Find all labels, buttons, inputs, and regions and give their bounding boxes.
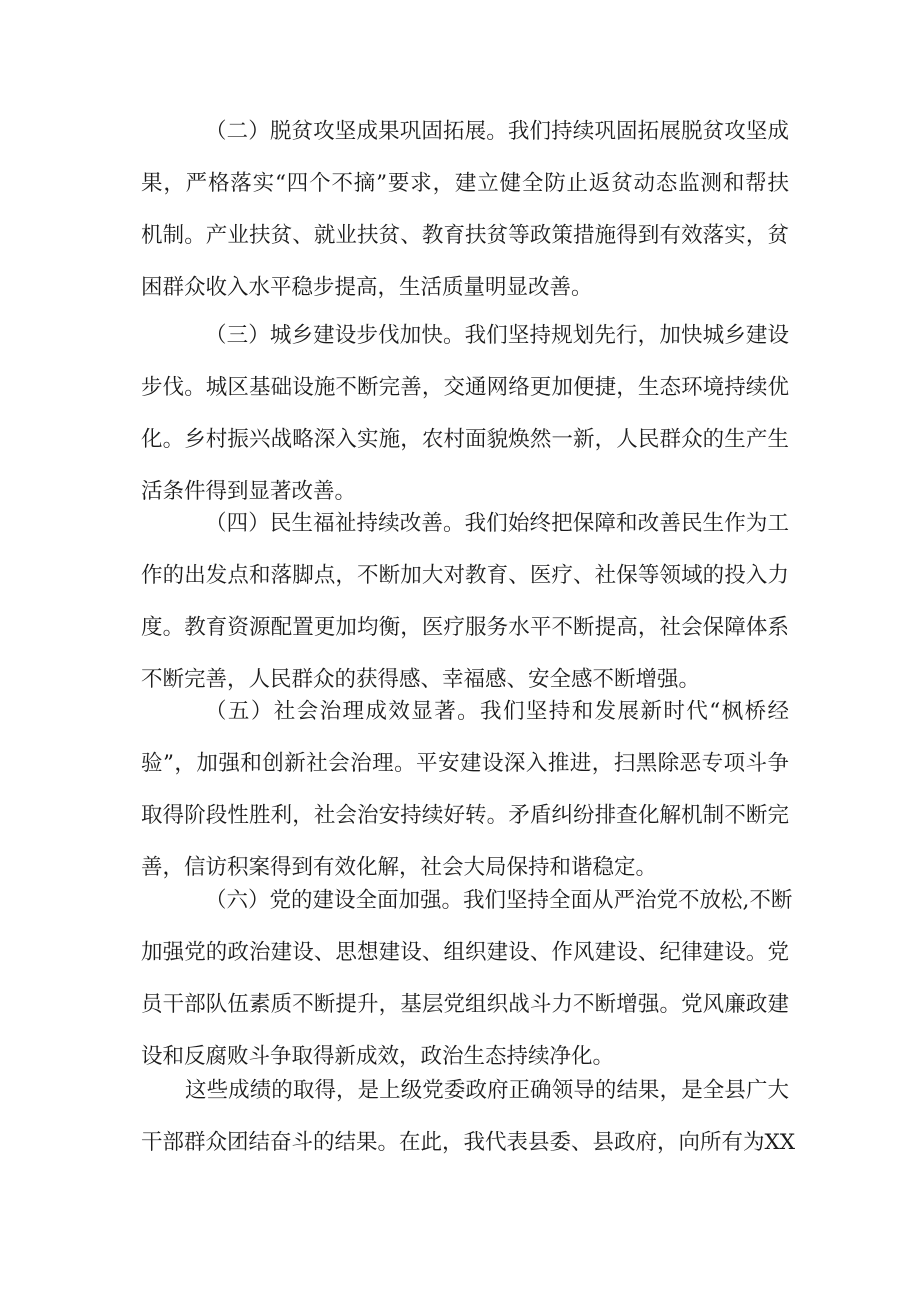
paragraph-line: 这些成绩的取得，是上级党委政府正确领导的结果，是全县广大 [185,1078,789,1103]
paragraph-line: （三）城乡建设步伐加快。我们坚持规划先行，加快城乡建设 [205,323,789,348]
paragraph-line: （五）社会治理成效显著。我们坚持和发展新时代“枫桥经 [205,699,789,724]
paragraph-line: 困群众收入水平稳步提高，生活质量明显改善。 [141,275,593,300]
paragraph-line: 机制。产业扶贫、就业扶贫、教育扶贫等政策措施得到有效落实，贫 [141,223,789,248]
paragraph-line: 干部群众团结奋斗的结果。在此，我代表县委、县政府，向所有为XX [141,1130,796,1155]
paragraph-party-building [141,875,793,1083]
paragraph-line: 取得阶段性胜利，社会治安持续好转。矛盾纠纷排查化解机制不断完 [141,803,789,828]
paragraph-line: 活条件得到显著改善。 [141,479,357,504]
paragraph-line: 度。教育资源配置更加均衡，医疗服务水平不断提高，社会保障体系 [141,615,789,640]
paragraph-line: （六）党的建设全面加强。我们坚持全面从严治党不放松,不断 [205,888,793,913]
paragraph-urban-rural-construction [141,310,789,518]
paragraph-line: 作的出发点和落脚点，不断加大对教育、医疗、社保等领域的投入力 [141,563,789,588]
paragraph-line: （二）脱贫攻坚成果巩固拓展。我们持续巩固拓展脱贫攻坚成 [205,119,789,144]
paragraph-acknowledgement [141,1065,796,1169]
paragraph-line: 员干部队伍素质不断提升，基层党组织战斗力不断增强。党风廉政建 [141,992,789,1017]
paragraph-line: 不断完善，人民群众的获得感、幸福感、安全感不断增强。 [141,667,701,692]
paragraph-line: 加强党的政治建设、思想建设、组织建设、作风建设、纪律建设。党 [141,940,789,965]
paragraph-line: 果，严格落实“四个不摘”要求，建立健全防止返贫动态监测和帮扶 [141,171,789,196]
paragraph-line: 化。乡村振兴战略深入实施，农村面貌焕然一新，人民群众的生产生 [141,427,789,452]
paragraph-line: 善，信访积案得到有效化解，社会大局保持和谐稳定。 [141,855,658,880]
paragraph-livelihood [141,498,789,706]
paragraph-line: （四）民生福祉持续改善。我们始终把保障和改善民生作为工 [205,511,789,536]
paragraph-line: 验”，加强和创新社会治理。平安建设深入推进，扫黑除恶专项斗争 [141,751,789,776]
paragraph-poverty-alleviation [141,106,789,314]
paragraph-social-governance [141,686,789,894]
paragraph-line: 步伐。城区基础设施不断完善，交通网络更加便捷，生态环境持续优 [141,375,789,400]
paragraph-line: 设和反腐败斗争取得新成效，政治生态持续净化。 [141,1044,615,1069]
